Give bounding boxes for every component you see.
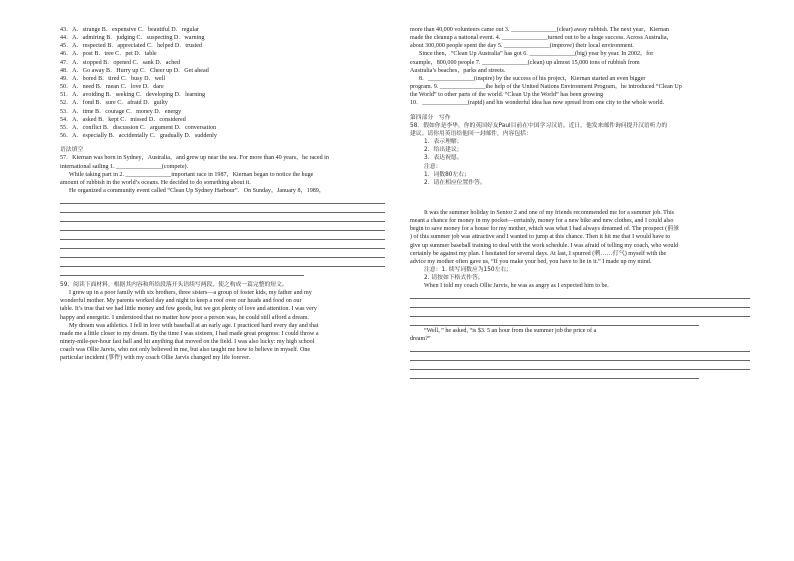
story-line: advice my mother often gave us, “If you make your bed, you have to lie in it.” I made up my mind. xyxy=(410,258,652,265)
question-58 xyxy=(410,122,750,187)
option-line-43: 43．A．strange B．expensive C．beautiful D．regular xyxy=(60,27,199,33)
q58-line: 2．请在相应位置作答。 xyxy=(424,179,486,186)
answer-line xyxy=(410,371,699,380)
paragraph-1-start: When I told my coach Ollie Jarvis, he was as angry as I expected him to be. xyxy=(424,283,609,290)
story-line: begin to save money for a house for my mother, which was what I had always dreamed of. The prospect (前景 xyxy=(410,226,680,233)
q59-instruction: 59．阅读下面材料，根据其内容和所给段落开头语续写两段，使之构成一篇完整的短文。 xyxy=(60,281,288,288)
question-57 xyxy=(60,154,385,195)
option-line-45: 45．A．respected B．appreciated C．helped D．trusted xyxy=(60,43,202,50)
paragraph-2-start-cont: dream?” xyxy=(410,336,431,343)
q58-line: 注意： xyxy=(424,163,442,170)
q57-cont-line: about 300,000 people spent the day 5. _______________(improve) their local environment. xyxy=(410,43,634,50)
story-line: give up summer baseball training to deal with the work schedule. I was afraid of telling my coach, who would xyxy=(410,242,679,249)
section-title-writing: 第四部分 写作 xyxy=(410,114,451,121)
q57-cont-line: Australia’s beaches，parks and streets. xyxy=(410,67,506,74)
notes-line: 2. 请按如下格式作答。 xyxy=(424,275,484,282)
q59-line: made me a little closer to my dream. By the time I was sixteen, I had made great progress: I could throw a xyxy=(60,330,319,337)
q57-line: amount of rubbish in the world’s oceans. He decided to do something about it. xyxy=(60,179,251,186)
answer-line xyxy=(60,250,385,259)
option-line-52: 52．A．fond B．sure C．afraid D．guilty xyxy=(60,100,168,107)
q58-line: 2．给出建议； xyxy=(424,147,463,154)
answer-lines-58[interactable] xyxy=(60,195,385,276)
q57-cont-line: 8．_______________(inspire) by the success of his project，Kiernan started an even bigger xyxy=(419,75,646,82)
q57-cont-line: example，800,000 people 7. _______________(clean) up almost 15,000 tons of rubbish from xyxy=(410,59,640,66)
option-line-49: 49．A．bored B．tired C．busy D．well xyxy=(60,75,166,82)
q57-cont-line: 10．_______________(rapid) and his wonderful idea has now spread from one city to the whole world. xyxy=(410,100,665,107)
q59-line: My dream was athletics. I fell in love with baseball at an early age. I practiced hard every day and that xyxy=(69,322,319,329)
q59-line: happy and energetic. I understood that no matter how poor a person was, he could still afford a dream. xyxy=(60,314,310,321)
option-line-56: 56．A．especially B．accidentally C．gradually D．suddenly xyxy=(60,133,217,140)
answer-line xyxy=(410,318,699,327)
option-line-46: 46．A．post B．tree C．pet D．table xyxy=(60,51,157,58)
answer-line xyxy=(410,291,750,300)
answer-line xyxy=(60,241,385,250)
q59-line: ninety-mile-per-hour fast ball and hit anything that moved on the field. I was also lucky: my high school xyxy=(60,339,315,346)
question-59 xyxy=(60,281,385,363)
answer-line xyxy=(60,204,385,213)
story-line: meant a chance for money in my pocket—certainly, money for a new bike and new clothes, and I could also xyxy=(410,218,674,225)
answer-lines-para-2[interactable] xyxy=(410,343,750,379)
cloze-options xyxy=(60,26,385,140)
notes-line: 注意：1. 续写词数应为150左右; xyxy=(424,267,509,274)
q59-line: table. It’s true that we had little money and few goods, but we got plenty of love and attention. I was very xyxy=(60,306,317,313)
q57-cont-line: the World” to other parts of the world. “Clean Up the World” has been growing xyxy=(410,92,604,99)
option-line-54: 54．A．asked B．kept C．missed D．considered xyxy=(60,116,186,123)
q58-line: 建议。请你用英语给他回一封邮件，内容包括： xyxy=(410,130,532,137)
option-line-48: 48．A．Go away B．Hurry up C．Cheer up D．Get ahead xyxy=(60,67,209,74)
q59-line: particular incident (事件) with my coach Ollie Jarvis changed my life forever. xyxy=(60,355,251,362)
q58-line: 1．表示理解； xyxy=(424,139,463,146)
option-line-51: 51．A．avoiding B．seeking C．developing D．learning xyxy=(60,92,206,99)
option-line-50: 50．A．need B．mean C．love D．dare xyxy=(60,84,164,91)
answer-line xyxy=(60,232,385,241)
answer-line xyxy=(410,300,750,309)
option-line-55: 55．A．conflict B．discussion C．argument D．conversation xyxy=(60,124,217,131)
q58-line: 3．表达祝愿。 xyxy=(424,155,463,162)
q57-continuation xyxy=(410,26,750,108)
option-line-44: 44．A．admiring B．judging C．suspecting D．warning xyxy=(60,35,205,42)
option-line-53: 53．A．time B．courage C．money D．energy xyxy=(60,108,182,115)
answer-line xyxy=(410,343,750,352)
answer-line xyxy=(60,259,385,268)
answer-line xyxy=(60,222,385,231)
answer-line xyxy=(410,352,750,361)
q59-line: wonderful mother. My parents worked day and night to keep a roof over our heads and food on our xyxy=(60,298,302,305)
paragraph-2-start: “Well，” he asked, “is $3. 5 an hour from the summer job the price of a xyxy=(424,327,597,334)
answer-line xyxy=(60,268,304,277)
answer-line xyxy=(60,195,385,204)
q58-line: 1．词数80左右； xyxy=(424,171,470,178)
story-line: certainly be against my plan. I hesitated for several days. At last, I spurred (刺……打气) myself with the xyxy=(410,250,667,257)
q57-cont-line: made the cleanup a national event. 4. _______________turned out to be a huge success. Across Australia， xyxy=(410,35,673,42)
q59-line: coach was Ollie Jarvis, who not only believed in me, but also taught me how to believe in myself. One xyxy=(60,347,311,354)
q57-line: international sailing 1. _______________(compete)． xyxy=(60,163,193,170)
option-line-47: 47．A．stopped B．opened C．sank D．ached xyxy=(60,59,180,66)
q57-cont-line: program. 9. _______________the help of the United Nations Environment Program，he introduced “Clean Up xyxy=(410,84,682,91)
section-title-grammar: 语法填空 xyxy=(60,147,84,154)
answer-line xyxy=(60,213,385,222)
story-line: It was the summer holiday in Senior 2 and one of my friends recommended me for a summer job. This xyxy=(424,209,675,216)
q58-line: 58．假如你是李华，你的英国好友Paul目前在中国学习汉语。近日，他发来邮件询问提升汉语听力的 xyxy=(410,122,668,129)
q57-cont-line: more than 40,000 volunteers came out 3. _______________(clear) away rubbish. The next year，Kiernan xyxy=(410,27,669,33)
continuation-notes xyxy=(410,266,750,282)
story-line: ) of this summer job was attractive and I wanted to jump at this chance. Then it hit me that I would have to xyxy=(410,234,671,241)
answer-line xyxy=(410,361,750,370)
right-column xyxy=(410,26,750,380)
q57-cont-line: Since then，“Clean Up Australia” has got 6. _______________(big) year by year. In 2002，for xyxy=(419,51,654,58)
q57-line: While taking part in 2. _______________important race in 1987，Kiernan began to notice the huge xyxy=(69,171,314,178)
answer-line xyxy=(410,309,750,318)
q59-line: I grew up in a poor family with six brothers, three sisters—a group of foster kids, my father and my xyxy=(69,290,312,297)
q57-line: 57．Kiernan was born in Sydney，Australia，and grew up near the sea. For more than 40 years，he raced in xyxy=(60,155,329,162)
answer-lines-para-1[interactable] xyxy=(410,291,750,327)
left-column xyxy=(60,26,385,363)
q57-line: He organized a community event called “Clean Up Sydney Harbour”．On Sunday，January 8，1989， xyxy=(69,187,325,194)
story-passage xyxy=(410,209,750,266)
